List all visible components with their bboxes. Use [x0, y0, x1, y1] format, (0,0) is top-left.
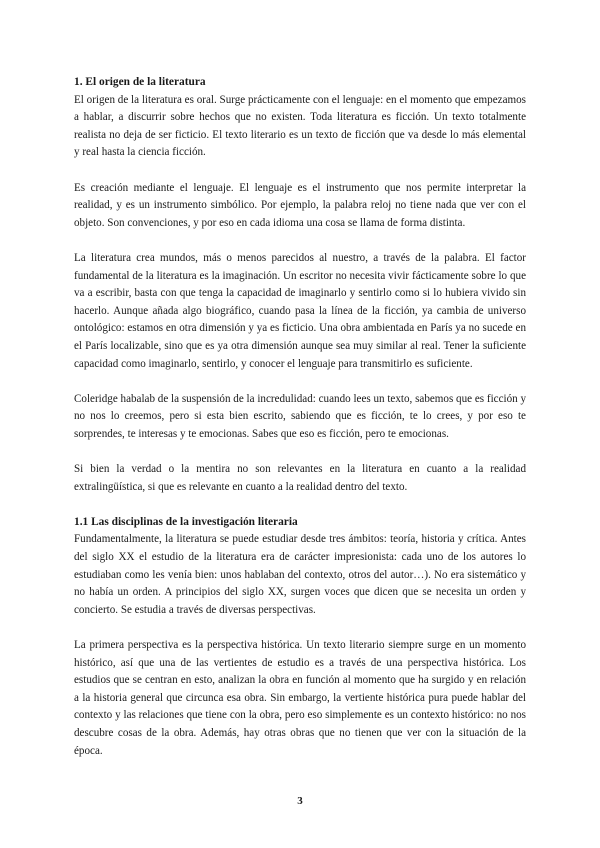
- paragraph-2: Es creación mediante el lenguaje. El lenguaje es el instrumento que nos permite interpretar la realidad, y es un instrumento simbólico. Por ejemplo, la palabra reloj no tiene nada que ver con el objeto. Son convenciones, y por eso en cada idioma una cosa se llama de forma distinta.: [74, 181, 526, 229]
- paragraph-4: Coleridge habalab de la suspensión de la incredulidad: cuando lees un texto, sabemos que es ficción y no nos lo creemos, pero si esta bien escrito, sabiendo que es ficción, te lo crees, y por eso te sorprendes, te interesas y te emocionas. Sabes que eso es ficción, pero te emocionas.: [74, 392, 526, 440]
- section-heading-origen: 1. El origen de la literatura: [74, 76, 206, 88]
- paragraph-6: Fundamentalmente, la literatura se puede estudiar desde tres ámbitos: teoría, historia y crítica. Antes del siglo XX el estudio de la literatura era de carácter impresionista: cada uno de los autores lo estudiaban como les venía bien: unos hablaban del contexto, otros del autor…). No era sistemático y no había un orden. A principios del siglo XX, surgen voces que dicen que se necesita un orden y concierto. Se estudia a través de diversas perspectivas.: [74, 533, 526, 616]
- paragraph-7: La primera perspectiva es la perspectiva histórica. Un texto literario siempre surge en un momento histórico, así que una de las vertientes de estudio es a través de una perspectiva histórica. Los estudios que se centran en esto, analizan la obra en función al momento que ha surgido y en relación a la historia general que circunca esa obra. Sin embargo, la vertiente histórica pura puede hablar del contexto y las relaciones que tiene con la obra, pero eso simplemente es un contexto histórico: no nos descubre cosas de la obra. Además, hay otras obras que no tienen que ver con la situación de la época.: [74, 639, 526, 757]
- paragraph-3: La literatura crea mundos, más o menos parecidos al nuestro, a través de la palabra. El factor fundamental de la literatura es la imaginación. Un escritor no necesita vivir fácticamente sobre lo que va a escribir, basta con que tenga la capacidad de imaginarlo y sentirlo como si lo hubiera vivido sin hacerlo. Aunque añada algo biográfico, cuando pasa la línea de la ficción, ya cambia de universo ontológico: estamos en otra dimensión y ya es ficticio. Una obra ambientada en París ya no sucede en el París localizable, sino que es ya otra dimensión aunque sea muy similar al real. Tener la suficiente capacidad como imaginarlo, sentirlo, y conocer el lenguaje para transmitirlo es suficiente.: [74, 251, 526, 370]
- page-number: 3: [297, 795, 303, 807]
- section-heading-disciplinas: 1.1 Las disciplinas de la investigación literaria: [74, 515, 298, 528]
- paragraph-1: El origen de la literatura es oral. Surge prácticamente con el lenguaje: en el momento que empezamos a hablar, a discurrir sobre hechos que no existen. Toda literatura es ficción. Un texto totalmente realista no deja de ser ficticio. El texto literario es un texto de ficción que va desde lo más elemental y real hasta la ciencia ficción.: [74, 93, 526, 159]
- page-content: [74, 74, 526, 778]
- paragraph-5: Si bien la verdad o la mentira no son relevantes en la literatura en cuanto a la realidad extralingüística, si que es relevante en cuanto a la realidad dentro del texto.: [74, 463, 526, 493]
